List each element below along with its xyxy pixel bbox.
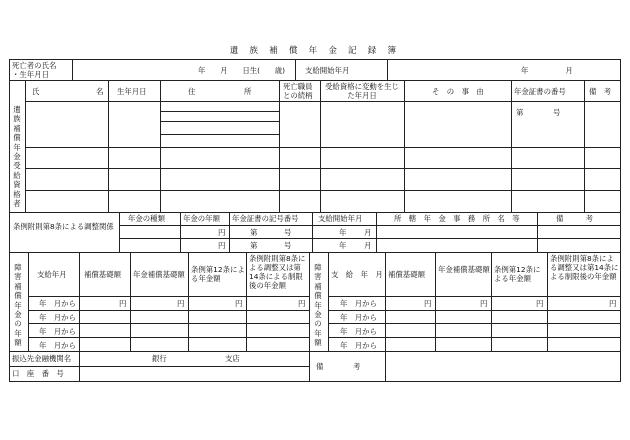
rule	[547, 252, 548, 351]
rule	[387, 59, 388, 80]
rule	[119, 238, 621, 239]
right-row1-yen-adjusted: 円	[609, 299, 617, 308]
left-row1-yen-art12: 円	[235, 299, 243, 308]
rule	[130, 252, 131, 351]
certificate-no-template: 第 号	[516, 108, 561, 117]
rule	[25, 168, 621, 169]
rule	[328, 323, 621, 324]
left-row4-from: 年 月から	[39, 341, 76, 350]
rule	[28, 323, 309, 324]
rule	[25, 190, 621, 191]
rule	[295, 59, 296, 80]
supp-row1-yen: 円	[218, 228, 226, 237]
supp-row1-go: 号	[284, 228, 292, 237]
branch-suffix: 支店	[225, 354, 240, 363]
recipients-side-label: 遺族補償年金受給資格者	[13, 105, 21, 209]
disability-side-label-right: 障害補償年金の年額	[314, 263, 322, 348]
rule	[9, 366, 309, 367]
rule	[9, 252, 621, 253]
left-header-adjusted: 条例附則第8条による調整又は第14条による制限後の年金額	[249, 254, 306, 290]
rule	[160, 134, 279, 135]
right-row1-yen-pension: 円	[480, 299, 488, 308]
supp-row1-year: 年	[339, 228, 347, 237]
rule	[328, 296, 621, 297]
rule	[312, 212, 313, 252]
right-header-adjusted: 条例附則第8条による調整又は第14条による制限後の年金額	[550, 254, 619, 281]
header-remarks: 備 考	[589, 87, 612, 96]
right-row4-from: 年 月から	[340, 341, 377, 350]
left-row2-from: 年 月から	[39, 313, 76, 322]
right-header-start: 支 給 年 月	[331, 270, 383, 279]
rule	[9, 381, 621, 382]
header-address-left: 住	[188, 87, 196, 96]
left-header-pension-base: 年金補償基礎額	[133, 270, 185, 279]
bank-suffix: 銀行	[152, 354, 167, 363]
rule	[511, 80, 512, 212]
deceased-birth-label: ・生年月日	[12, 70, 49, 79]
bottom-remarks-label: 備 考	[316, 362, 361, 371]
rule	[9, 80, 621, 81]
right-row2-from: 年 月から	[340, 313, 377, 322]
supp-row2-dai: 第	[250, 241, 258, 250]
rule	[9, 59, 10, 382]
payment-start-fields: 年 月	[521, 66, 573, 75]
left-row3-from: 年 月から	[39, 327, 76, 336]
supp-row2-year: 年	[339, 241, 347, 250]
header-pension-amount: 年金の年額	[183, 214, 220, 223]
header-certificate-symbol: 年金証書の記号番号	[232, 214, 299, 223]
supp-row2-month: 月	[364, 241, 372, 250]
rule	[246, 252, 247, 351]
rule	[537, 212, 538, 252]
rule	[160, 80, 161, 212]
disability-side-label-left: 障害補償年金の年額	[14, 263, 22, 348]
supp-row1-month: 月	[364, 228, 372, 237]
header-start: 支給開始年月	[318, 214, 363, 223]
rule	[79, 252, 80, 351]
header-dob: 生年月日	[117, 87, 147, 96]
deceased-birthdate-fields: 年 月 日生( 歳)	[198, 66, 286, 75]
rule	[435, 252, 436, 351]
rule	[25, 147, 621, 148]
rule	[79, 351, 80, 382]
supplementary-label: 条例附則第8条による調整関係	[13, 222, 114, 231]
supp-row2-yen: 円	[218, 241, 226, 250]
header-relation: 死亡職員との続柄	[283, 82, 313, 100]
form-title: 遺 族 補 償 年 金 記 録 簿	[229, 46, 401, 56]
header-address-right: 所	[244, 87, 252, 96]
rule	[328, 310, 621, 311]
header-remarks-supp: 備 考	[556, 214, 593, 223]
rule	[404, 80, 405, 212]
rule	[25, 101, 621, 102]
header-qualification-change: 受給資格に変動を生じた年月日	[325, 82, 399, 100]
rule	[160, 111, 279, 112]
header-certificate-no: 年金証書の番号	[514, 87, 566, 96]
right-row1-from: 年 月から	[340, 299, 377, 308]
rule	[28, 252, 29, 351]
rule	[119, 225, 621, 226]
rule	[376, 212, 377, 252]
rule	[28, 296, 309, 297]
rule	[25, 80, 26, 212]
rule	[28, 310, 309, 311]
left-header-base: 補償基礎額	[84, 270, 121, 279]
right-row1-yen-base: 円	[424, 299, 432, 308]
rule	[119, 212, 120, 252]
rule	[385, 351, 386, 382]
right-header-base: 補償基礎額	[388, 270, 425, 279]
rule	[180, 212, 181, 252]
left-row1-yen-adjusted: 円	[298, 299, 306, 308]
rule	[491, 252, 492, 351]
header-pension-type: 年金の種類	[128, 214, 165, 223]
right-header-pension-base: 年金補償基礎額	[438, 265, 490, 274]
payment-start-label: 支給開始年月	[305, 66, 350, 75]
rule	[584, 80, 585, 212]
rule	[385, 252, 386, 351]
rule	[188, 252, 189, 351]
header-name-left: 氏	[32, 87, 40, 96]
rule	[229, 212, 230, 252]
right-header-article12: 条例第12条による年金額	[494, 265, 541, 283]
rule	[328, 252, 329, 351]
bank-label: 振込先金融機関名	[12, 354, 72, 363]
rule	[9, 212, 621, 213]
account-number-label: 口 座 番 号	[12, 369, 64, 378]
rule	[309, 252, 310, 382]
rule	[72, 59, 73, 80]
left-header-article12: 条例第12条による年金額	[191, 265, 245, 283]
rule	[9, 351, 621, 352]
rule	[108, 80, 109, 212]
rule	[9, 59, 621, 60]
supp-row1-dai: 第	[250, 228, 258, 237]
rule	[620, 59, 621, 382]
rule	[320, 80, 321, 212]
left-header-start: 支給年月	[37, 270, 67, 279]
left-row1-from: 年 月から	[39, 299, 76, 308]
header-reason: そ の 事 由	[432, 87, 484, 96]
supp-row2-go: 号	[284, 241, 292, 250]
header-office: 所 轄 年 金 事 務 所 名 等	[394, 214, 520, 223]
rule	[28, 337, 309, 338]
rule	[160, 121, 279, 122]
left-row1-yen-base: 円	[119, 299, 127, 308]
rule	[279, 80, 280, 212]
rule	[328, 337, 621, 338]
deceased-name-label: 死亡者の氏名	[12, 61, 57, 70]
right-row3-from: 年 月から	[340, 327, 377, 336]
left-row1-yen-pension: 円	[177, 299, 185, 308]
right-row1-yen-art12: 円	[536, 299, 544, 308]
header-name-right: 名	[96, 87, 104, 96]
